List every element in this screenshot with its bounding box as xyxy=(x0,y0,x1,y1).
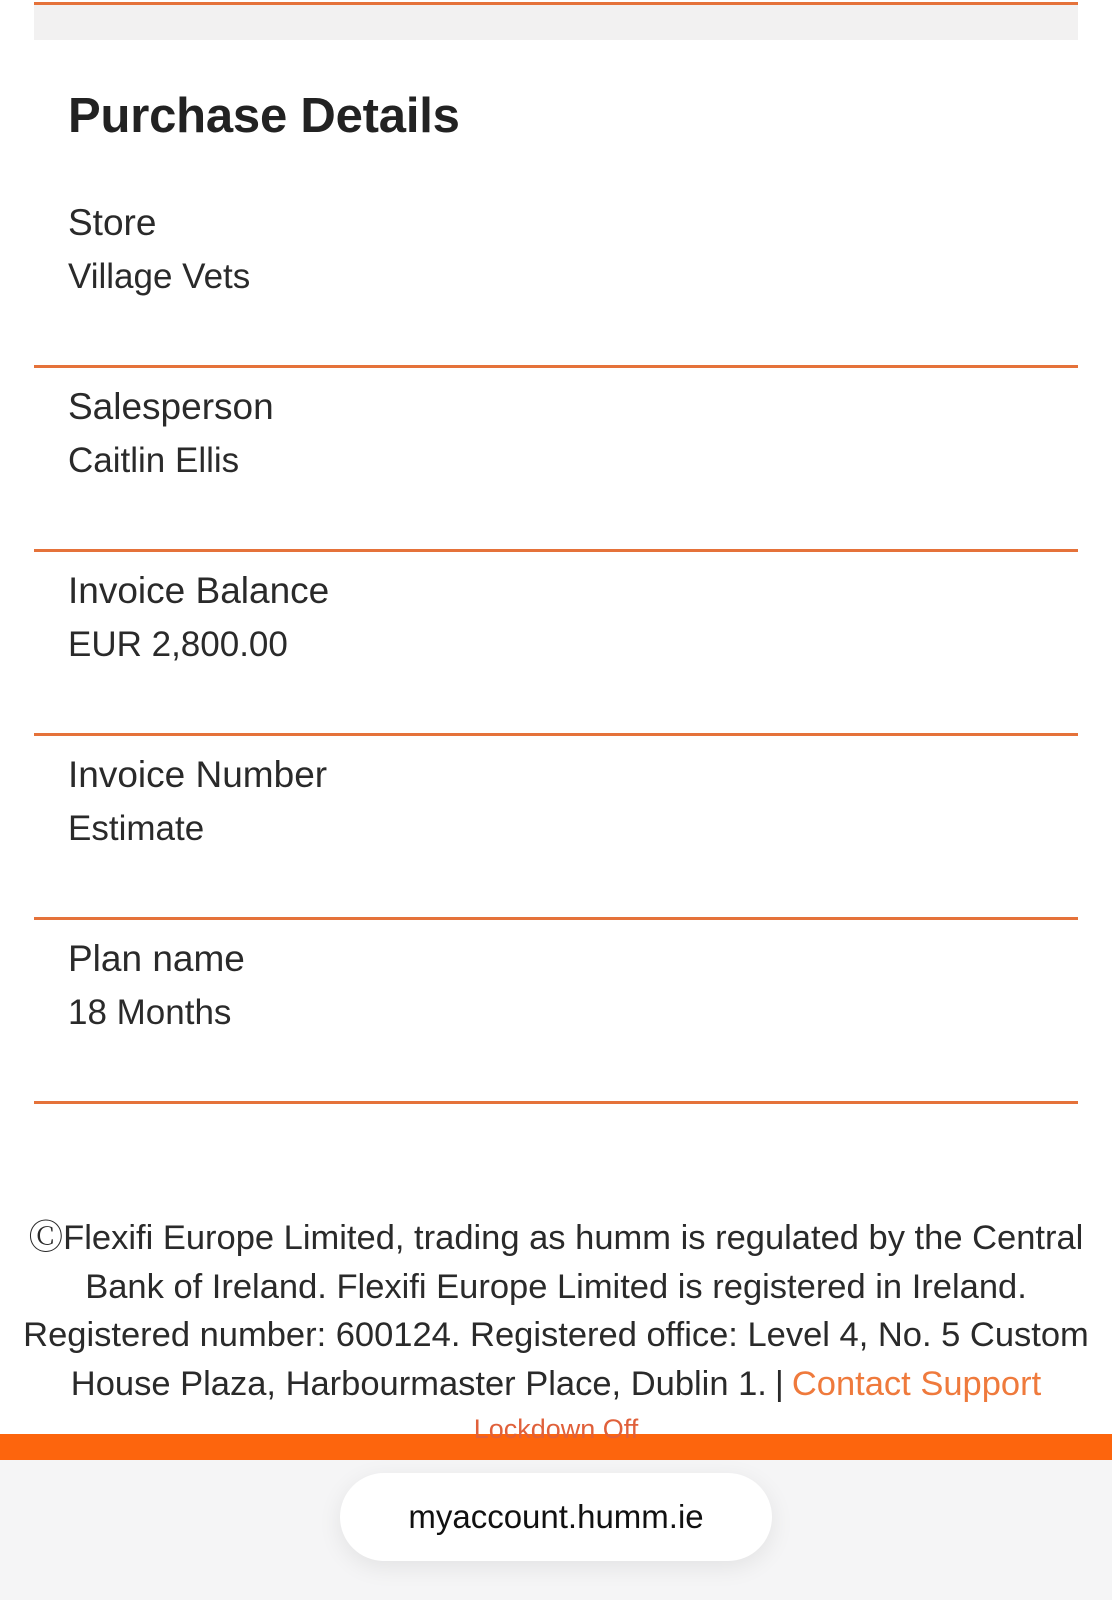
purchase-details-list xyxy=(34,184,1078,1104)
detail-value: EUR 2,800.00 xyxy=(68,625,288,664)
detail-value: 18 Months xyxy=(68,993,232,1032)
legal-text: ⒸFlexifi Europe Limited, trading as humm is regulated by the Central Bank of Ireland. Flexifi Europe Limited is registered in Ireland. Registered number: 600124. Registered office: Level 4, No. 5 Custom House Plaza, Harbourmaster Place, Dublin 1. xyxy=(23,1219,1089,1403)
detail-label: Invoice Number xyxy=(68,754,328,795)
lockdown-status: Lockdown Off xyxy=(473,1414,639,1444)
detail-label: Plan name xyxy=(68,938,245,979)
detail-row-invoice-balance xyxy=(34,552,1078,736)
detail-row-salesperson xyxy=(34,368,1078,552)
detail-label: Invoice Balance xyxy=(68,570,330,611)
detail-value: Village Vets xyxy=(68,257,251,296)
detail-label: Store xyxy=(68,202,157,243)
contact-support-link[interactable]: Contact Support xyxy=(791,1364,1042,1403)
detail-row-invoice-number xyxy=(34,736,1078,920)
browser-address-bar[interactable] xyxy=(340,1473,772,1561)
detail-label: Salesperson xyxy=(68,386,274,427)
footer-separator: | xyxy=(774,1364,784,1403)
detail-row-store xyxy=(34,184,1078,368)
browser-url: myaccount.humm.ie xyxy=(408,1498,704,1535)
detail-value: Estimate xyxy=(68,809,205,848)
detail-value: Caitlin Ellis xyxy=(68,441,240,480)
legal-footer xyxy=(0,1214,1112,1408)
detail-row-plan-name xyxy=(34,920,1078,1104)
purchase-details-title: Purchase Details xyxy=(68,89,460,143)
top-band xyxy=(34,2,1078,40)
